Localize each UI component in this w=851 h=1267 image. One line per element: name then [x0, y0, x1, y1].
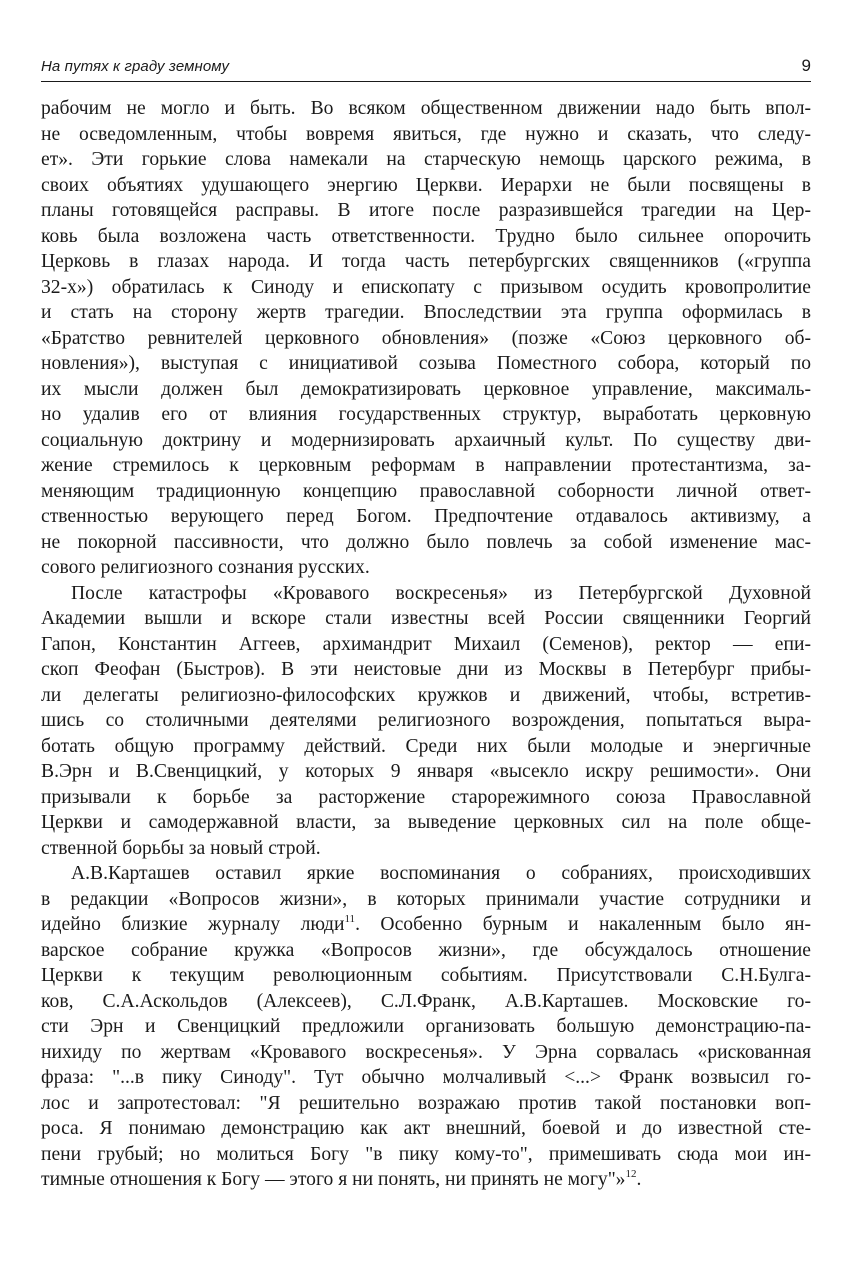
text-line: Церкви и самодержавной власти, за выведение церковных сил на поле обще- — [41, 812, 811, 833]
paragraph-1 — [41, 96, 811, 581]
text-line: сти Эрн и Свенцицкий предложили организовать большую демонстрацию-па- — [41, 1016, 811, 1037]
text-line: шись со столичными деятелями религиозного возрождения, попытаться выра- — [41, 710, 811, 731]
text-line: роса. Я понимаю демонстрацию как акт внешний, боевой и до известной сте- — [41, 1118, 811, 1139]
text-line: ков, С.А.Аскольдов (Алексеев), С.Л.Франк, А.В.Карташев. Московские го- — [41, 990, 811, 1012]
text-line: жение стремилось к церковным реформам в направлении протестантизма, за- — [41, 455, 811, 476]
text-fragment: . Особенно бурным и накаленным было ян- — [355, 914, 811, 935]
text-line: их мысли должен был демократизировать церковное управление, максималь- — [41, 378, 811, 400]
text-line: ковь была возложена часть ответственности. Трудно было сильнее опорочить — [41, 225, 811, 247]
text-line: ственностью верующего перед Богом. Предпочтение отдавалось активизму, а — [41, 506, 811, 527]
footnote-ref-11[interactable]: 11 — [344, 913, 356, 925]
text-line: фраза: "...в пику Синоду". Тут обычно молчаливый <...> Франк возвысил го- — [41, 1067, 811, 1088]
text-line: пени грубый; но молиться Богу "в пику кому-то", примешивать сюда мои ин- — [41, 1143, 811, 1165]
text-line: После катастрофы «Кровавого воскресенья» из Петербургской Духовной — [71, 582, 811, 604]
text-line: ботать общую программу действий. Среди них были молодые и энергичные — [41, 735, 811, 757]
text-line: меняющим традиционную концепцию православной соборности личной ответ- — [41, 480, 811, 502]
header-rule — [41, 81, 811, 82]
text-line: Гапон, Константин Аггеев, архимандрит Михаил (Семенов), ректор — епи- — [41, 633, 811, 655]
footnote-ref-12[interactable]: 12 — [625, 1168, 637, 1180]
text-line: планы готовящейся расправы. В итоге после разразившейся трагедии на Цер- — [41, 200, 811, 221]
text-line: варское собрание кружка «Вопросов жизни», где обсуждалось отношение — [41, 939, 811, 961]
text-line: ственной борьбы за новый строй. — [41, 837, 321, 859]
text-line: и стать на сторону жертв трагедии. Впоследствии эта группа оформилась в — [41, 302, 811, 323]
text-line: Академии вышли и вскоре стали известны всей России священники Георгий — [41, 608, 811, 629]
text-line: своих объятиях удушающего энергию Церкви. Иерархи не были посвящены в — [41, 174, 811, 196]
text-line: А.В.Карташев оставил яркие воспоминания о собраниях, происходивших — [71, 863, 811, 884]
text-line: новления»), выступая с инициативой созыва Поместного собора, который по — [41, 353, 811, 374]
text-fragment: идейно близкие журналу люди — [41, 914, 345, 935]
text-line: не покорной пассивности, что должно было повлечь за собой изменение мас- — [41, 531, 811, 553]
text-line: Церковь в глазах народа. И тогда часть петербургских священников («группа — [41, 251, 811, 272]
text-fragment: тимные отношения к Богу — этого я ни понять, ни принять не могу"» — [41, 1169, 626, 1190]
text-line-with-footnote — [41, 1167, 811, 1193]
text-line: в редакции «Вопросов жизни», в которых принимали участие сотрудники и — [41, 888, 811, 910]
text-line: 32-х») обратилась к Синоду и епископату с призывом осудить кровопролитие — [41, 276, 811, 298]
text-line: не осведомленным, чтобы вовремя явиться, где нужно и сказать, что следу- — [41, 123, 811, 145]
text-line: но удалив его от влияния государственных структур, выработать церковную — [41, 404, 811, 425]
text-line: скоп Феофан (Быстров). В эти неистовые дни из Москвы в Петербург прибы- — [41, 659, 811, 680]
text-line: ет». Эти горькие слова намекали на старческую немощь царского режима, в — [41, 149, 811, 170]
text-line: В.Эрн и В.Свенцицкий, у которых 9 января «высекло искру решимости». Они — [41, 761, 811, 782]
running-title: На путях к граду земному — [41, 58, 230, 75]
text-line: призывали к борьбе за расторжение старорежимного союза Православной — [41, 786, 811, 808]
paragraph-3 — [41, 861, 811, 1193]
page-number: 9 — [801, 56, 811, 75]
text-line: сового религиозного сознания русских. — [41, 557, 370, 578]
text-line: «Братство ревнителей церковного обновления» (позже «Союз церковного об- — [41, 327, 811, 349]
text-line: рабочим не могло и быть. Во всяком общественном движении надо быть впол- — [41, 98, 811, 119]
text-line: социальную доктрину и модернизировать архаичный культ. По существу дви- — [41, 429, 811, 451]
text-fragment: . — [636, 1169, 642, 1190]
running-head — [41, 56, 811, 80]
body-text — [41, 96, 811, 1193]
text-line-with-footnote — [41, 912, 811, 938]
text-line: лос и запротестовал: "Я решительно возражаю против такой постановки воп- — [41, 1092, 811, 1114]
text-line: Церкви к текущим революционным событиям. Присутствовали С.Н.Булга- — [41, 965, 811, 986]
text-line: ли делегаты религиозно-философских кружков и движений, чтобы, встретив- — [41, 684, 811, 706]
text-line: нихиду по жертвам «Кровавого воскресенья». У Эрна сорвалась «рискованная — [41, 1041, 811, 1063]
paragraph-2 — [41, 581, 811, 862]
